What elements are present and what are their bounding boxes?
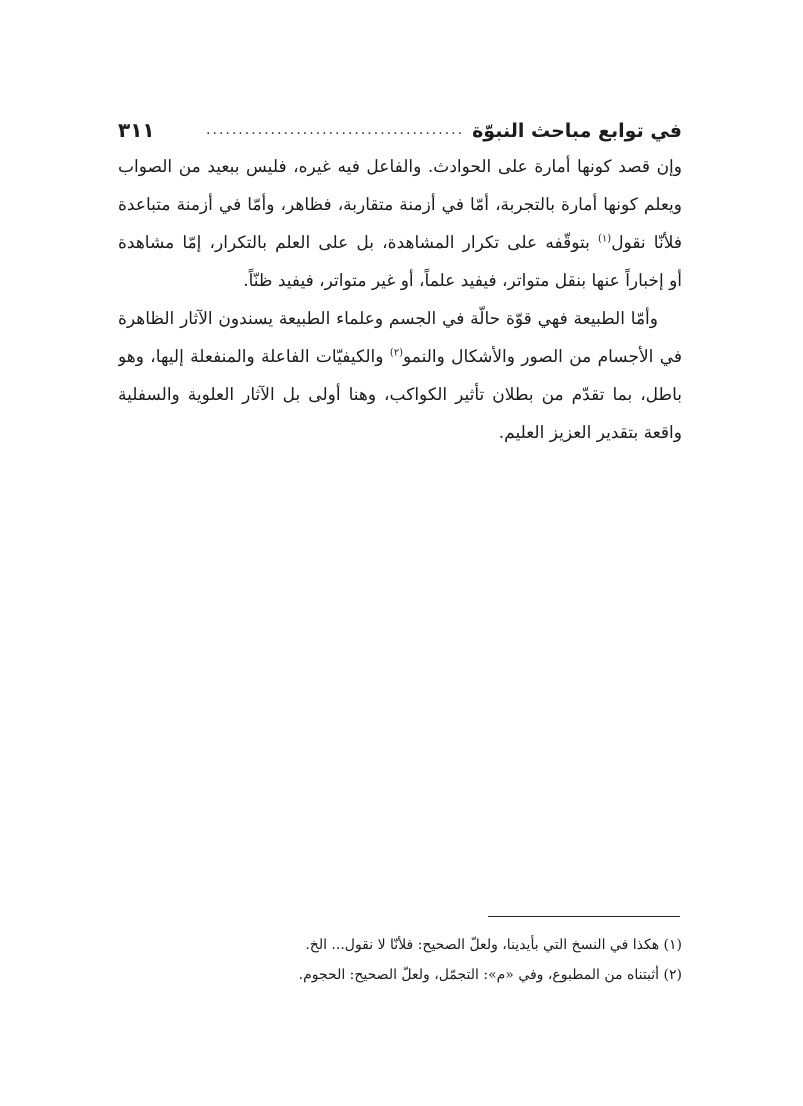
text-line-6 (118, 338, 682, 376)
footnote-ref-2[interactable]: (٢) (389, 347, 403, 359)
footnote-marker-2: (٢) (663, 967, 682, 983)
footnote-2 (118, 960, 682, 990)
footnote-marker-1: (١) (663, 937, 682, 953)
footnote-1 (118, 930, 682, 960)
text-line-6-start: في الأجسام من الصور والأشكال والنمو (403, 347, 682, 367)
footnote-divider (488, 916, 680, 917)
text-line-5: وأمّا الطبيعة فهي قوّة حالّة في الجسم وعلماء الطبيعة يسندون الآثار الظاهرة (118, 309, 658, 329)
running-header (118, 108, 682, 142)
text-line-3-prefix: فلأنّا نقول (611, 233, 682, 253)
dot-leader: ........................................ (206, 122, 465, 138)
text-line-2: ويعلم كونها أمارة بالتجربة، أمّا في أزمنة متقاربة، فظاهر، وأمّا في أزمنة متباعدة (118, 195, 682, 215)
footnote-ref-1[interactable]: (١) (598, 233, 612, 245)
footnote-text-2: أثبتناه من المطبوع، وفي «م»: التجمّل، ولعلّ الصحيح: الحجوم. (298, 967, 660, 983)
footnotes (118, 930, 682, 990)
text-line-4: أو إخباراً عنها بنقل متواتر، فيفيد علماً، أو غير متواتر، فيفيد ظنّاً. (243, 271, 682, 291)
running-title: في توابع مباحث النبوّة (472, 120, 682, 142)
text-line-1: وإن قصد كونها أمارة على الحوادث. والفاعل فيه غيره، فليس ببعيد من الصواب (118, 157, 682, 177)
page-number: ٣١١ (118, 118, 155, 142)
text-line-7: باطل، بما تقدّم من بطلان تأثير الكواكب، وهنا أولى بل الآثار العلوية والسفلية (118, 385, 682, 405)
footnote-text-1: هكذا في النسخ التي بأيدينا، ولعلّ الصحيح: فلأنّا لا نقول... الخ. (305, 937, 660, 953)
text-line-3 (118, 224, 682, 262)
main-text (118, 148, 682, 452)
text-line-6-end: والكيفيّات الفاعلة والمنفعلة إليها، وهو (118, 347, 384, 367)
text-line-3-rest: بتوقّفه على تكرار المشاهدة، بل على العلم بالتكرار، إمّا مشاهدة (118, 233, 590, 253)
text-line-8: واقعة بتقدير العزيز العليم. (498, 423, 682, 443)
